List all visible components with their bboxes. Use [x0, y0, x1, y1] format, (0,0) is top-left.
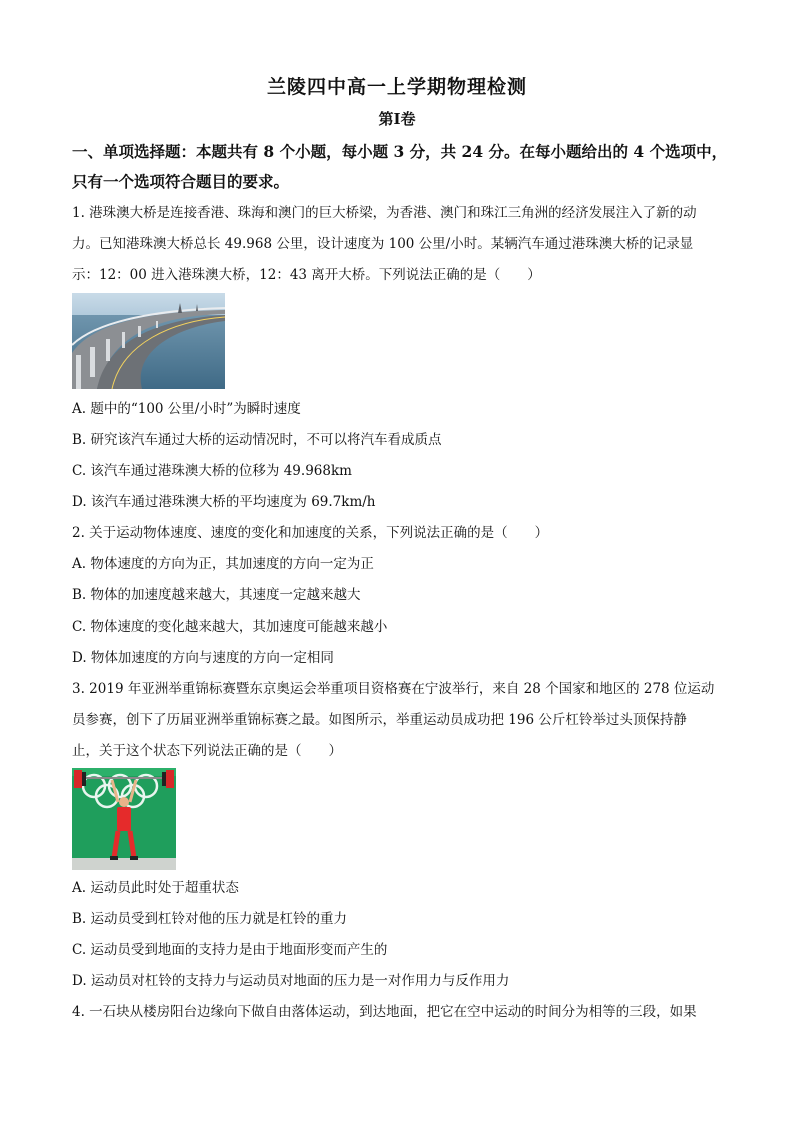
- section-heading-line-1: 一、单项选择题：本题共有 8 个小题，每小题 3 分，共 24 分。在每小题给出的 4 个选项中，: [72, 142, 728, 161]
- q4-stem-line-1: 4. 一石块从楼房阳台边缘向下做自由落体运动，到达地面，把它在空中运动的时间分为相等的三段，如果: [72, 1004, 697, 1020]
- q1-stem-line-1: 1. 港珠澳大桥是连接香港、珠海和澳门的巨大桥梁，为香港、澳门和珠江三角洲的经济发展注入了新的动: [72, 205, 697, 221]
- bridge-photo: [72, 293, 225, 389]
- q1-stem-line-3: 示：12：00 进入港珠澳大桥，12：43 离开大桥。下列说法正确的是（ ）: [72, 267, 541, 283]
- q3-stem-line-2: 员参赛，创下了历届亚洲举重锦标赛之最。如图所示，举重运动员成功把 196 公斤杠铃举过头顶保持静: [72, 712, 687, 728]
- exam-title: 兰陵四中高一上学期物理检测: [266, 76, 527, 98]
- q3-option-a: A. 运动员此时处于超重状态: [72, 880, 239, 896]
- q1-option-b: B. 研究该汽车通过大桥的运动情况时，不可以将汽车看成质点: [72, 432, 442, 448]
- q1-stem-line-2: 力。已知港珠澳大桥总长 49.968 公里，设计速度为 100 公里/小时。某辆汽车通过港珠澳大桥的记录显: [72, 236, 694, 252]
- q3-stem-line-3: 止，关于这个状态下列说法正确的是（ ）: [72, 743, 342, 759]
- q3-option-c: C. 运动员受到地面的支持力是由于地面形变而产生的: [72, 942, 388, 958]
- q1-option-c: C. 该汽车通过港珠澳大桥的位移为 49.968km: [72, 463, 352, 479]
- q3-option-b: B. 运动员受到杠铃对他的压力就是杠铃的重力: [72, 911, 348, 927]
- weightlifter-photo: [72, 768, 176, 870]
- q1-option-d: D. 该汽车通过港珠澳大桥的平均速度为 69.7km/h: [72, 494, 376, 510]
- q2-option-b: B. 物体的加速度越来越大，其速度一定越来越大: [72, 587, 361, 603]
- volume-label: 第I卷: [378, 110, 416, 128]
- q1-option-a: A. 题中的“100 公里/小时”为瞬时速度: [72, 401, 301, 417]
- q2-stem-line-1: 2. 关于运动物体速度、速度的变化和加速度的关系，下列说法正确的是（ ）: [72, 525, 549, 541]
- q3-option-d: D. 运动员对杠铃的支持力与运动员对地面的压力是一对作用力与反作用力: [72, 973, 510, 989]
- q2-option-c: C. 物体速度的变化越来越大，其加速度可能越来越小: [72, 619, 388, 635]
- q3-stem-line-1: 3. 2019 年亚洲举重锦标赛暨东京奥运会举重项目资格赛在宁波举行，来自 28 个国家和地区的 278 位运动: [72, 681, 715, 697]
- q2-option-a: A. 物体速度的方向为正，其加速度的方向一定为正: [72, 556, 374, 572]
- q2-option-d: D. 物体加速度的方向与速度的方向一定相同: [72, 650, 334, 666]
- section-heading-line-2: 只有一个选项符合题目的要求。: [72, 172, 290, 191]
